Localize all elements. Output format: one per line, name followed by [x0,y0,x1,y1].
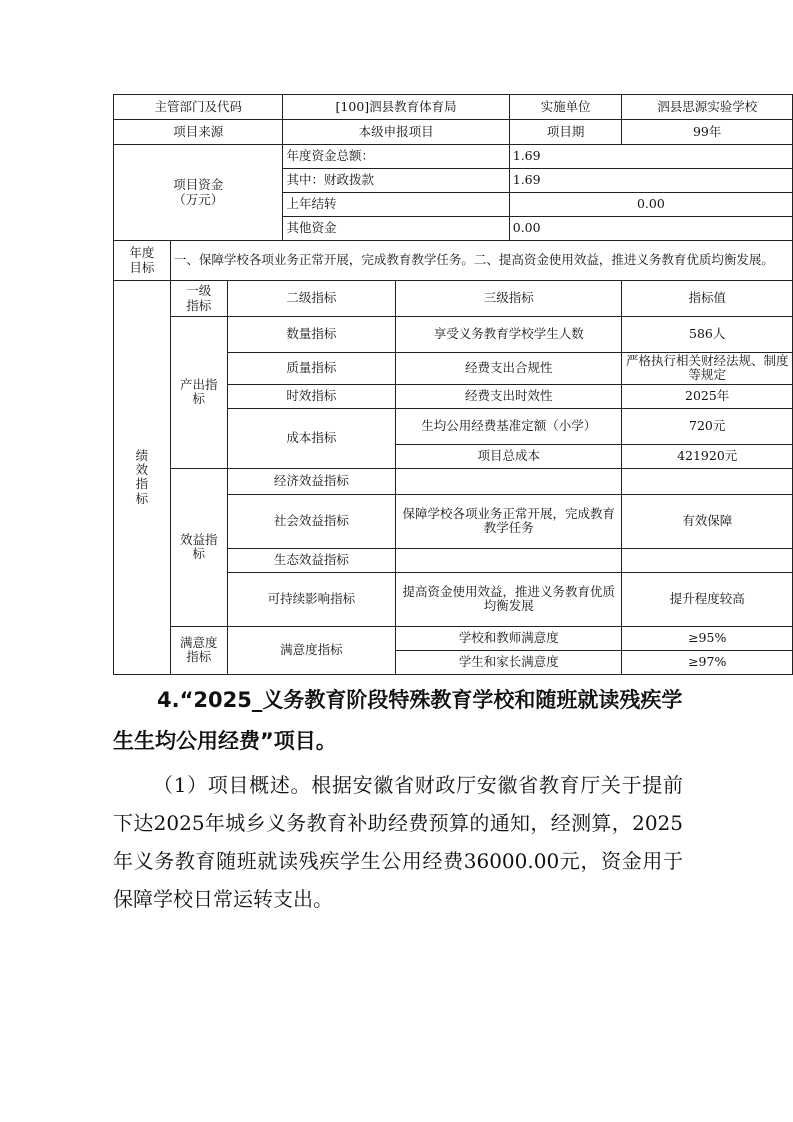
sustain-label: 可持续影响指标 [227,572,395,626]
funds-carryover-label: 上年结转 [283,193,509,217]
funds-other-value: 0.00 [509,217,792,241]
time-value: 2025年 [622,384,793,408]
quality-label: 质量指标 [227,353,395,385]
quantity-l3: 享受义务教育学校学生人数 [396,317,622,353]
goal-label: 年度 目标 [114,241,171,281]
eco-value [622,548,793,572]
cost-l3a: 生均公用经费基准定额（小学） [396,408,622,444]
eco-l3 [396,548,622,572]
social-value: 有效保障 [622,494,793,548]
perf-header-level2: 二级指标 [227,281,395,317]
sustain-value: 提升程度较高 [622,572,793,626]
satisfaction-row2-l3: 学生和家长满意度 [396,650,622,674]
sustain-l3: 提高资金使用效益，推进义务教育优质均衡发展 [396,572,622,626]
goal-text: 一、保障学校各项业务正常开展，完成教育教学任务。二、提高资金使用效益，推进义务教育优质均衡发展。 [170,241,792,281]
impl-value: 泗县思源实验学校 [622,95,793,120]
time-label: 时效指标 [227,384,395,408]
time-l3: 经费支出时效性 [396,384,622,408]
perf-header-value: 指标值 [622,281,793,317]
satisfaction-row1-value: ≥95% [622,626,793,650]
social-l3: 保障学校各项业务正常开展，完成教育教学任务 [396,494,622,548]
impl-label: 实施单位 [509,95,622,120]
econ-l3 [396,468,622,494]
funds-other-label: 其他资金 [283,217,509,241]
funds-fiscal-value: 1.69 [509,169,792,193]
period-value: 99年 [622,120,793,145]
eco-label: 生态效益指标 [227,548,395,572]
section-4-heading: 4.“2025_义务教育阶段特殊教育学校和随班就读残疾学生生均公用经费”项目。 [113,688,683,753]
performance-table [113,94,793,675]
benefit-label: 效益指 标 [170,468,227,626]
cost-value-b: 421920元 [622,444,793,468]
quantity-value: 586人 [622,317,793,353]
satisfaction-row2-value: ≥97% [622,650,793,674]
satisfaction-l2: 满意度指标 [227,626,395,674]
output-label: 产出指 标 [170,317,227,469]
source-label: 项目来源 [114,120,283,145]
cost-label: 成本指标 [227,408,395,468]
cost-l3b: 项目总成本 [396,444,622,468]
section-4 [113,680,683,918]
perf-header-level1: 一级 指标 [170,281,227,317]
cost-value-a: 720元 [622,408,793,444]
econ-label: 经济效益指标 [227,468,395,494]
quantity-label: 数量指标 [227,317,395,353]
quality-value: 严格执行相关财经法规、制度等规定 [622,353,793,385]
econ-value [622,468,793,494]
satisfaction-row1-l3: 学校和教师满意度 [396,626,622,650]
perf-side-label: 绩 效 指 标 [114,281,171,675]
dept-value: [100]泗县教育体育局 [283,95,509,120]
funds-label: 项目资金 （万元） [114,145,283,241]
social-label: 社会效益指标 [227,494,395,548]
source-value: 本级申报项目 [283,120,509,145]
satisfaction-label: 满意度 指标 [170,626,227,674]
quality-l3: 经费支出合规性 [396,353,622,385]
funds-total-value: 1.69 [509,145,792,169]
period-label: 项目期 [509,120,622,145]
section-4-paragraph: （1）项目概述。根据安徽省财政厅安徽省教育厅关于提前下达2025年城乡义务教育补助经费预算的通知，经测算，2025年义务教育随班就读残疾学生公用经费36000.00元，资金用于保障学校日常运转支出。 [113,773,683,911]
funds-total-label: 年度资金总额： [283,145,509,169]
perf-header-level3: 三级指标 [396,281,622,317]
funds-fiscal-label: 其中：财政拨款 [283,169,509,193]
dept-label: 主管部门及代码 [114,95,283,120]
funds-carryover-value: 0.00 [509,193,792,217]
